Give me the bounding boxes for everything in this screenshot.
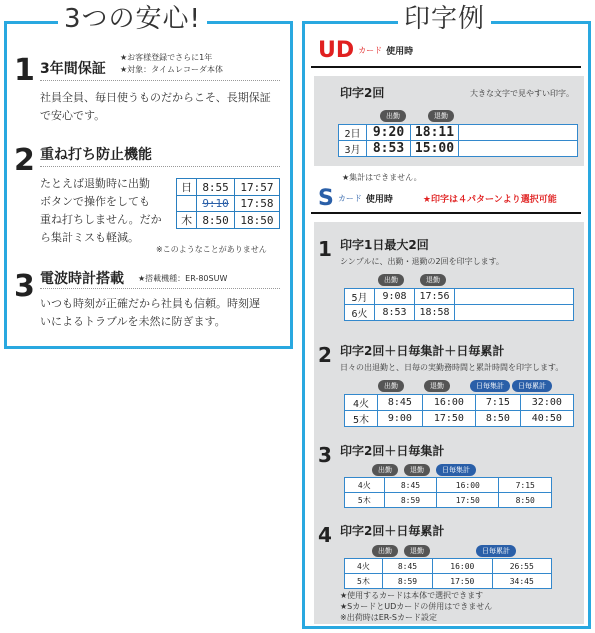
s2-note: ※このようなことがありません [156,245,267,254]
s1-note1: ★お客様登録でさらに1年 [120,53,213,62]
s-header: S カード 使用時 ★印字は４パターンより選択可能 [318,186,557,211]
ud-note: ★集計はできません。 [342,173,422,182]
s3-note: ★搭載機種：ER-80SUW [138,274,228,283]
s1-number: 1 [14,53,35,88]
s1-body2: で安心です。 [40,109,106,122]
s2-body3: 重ね打ちしません。だか [40,213,162,226]
s1-body1: 社員全員、毎日使うものだからこそ、長期保証 [40,91,271,104]
s1-heading: 3年間保証 [40,61,106,77]
s2-body2: ボタンで操作をしても [40,195,150,208]
s2-body4: ら集計ミスも軽減。 [40,231,139,244]
s2-heading: 重ね打ち防止機能 [40,147,152,163]
ud-table: 2日 9:20 18:11 3月 8:53 15:00 [338,124,578,157]
s2-body1: たとえば退勤時に出勤 [40,177,150,190]
s3-number: 3 [14,269,35,304]
overlap-example-table: 日 8:55 17:57 9:10 17:58 木 8:50 18:50 [176,178,280,229]
ud-heading: 印字2回 [340,86,385,100]
ud-desc: 大きな文字で見やすい印字。 [470,89,574,98]
ud-header: UD カード 使用時 [318,38,414,63]
s-logo: S [318,186,334,211]
s3-body2: いによるトラブルを未然に防ぎます。 [40,315,226,328]
ud-logo: UD [318,38,355,63]
s3-body1: いつも時刻が正確だから社員も信頼。時刻遅 [40,297,260,310]
s2-number: 2 [14,143,35,178]
right-title: 印字例 [398,4,491,34]
s1-note2: ★対象：タイムレコーダ本体 [120,65,224,74]
s3-heading: 電波時計搭載 [40,271,124,287]
left-title: 3つの安心! [58,4,207,34]
